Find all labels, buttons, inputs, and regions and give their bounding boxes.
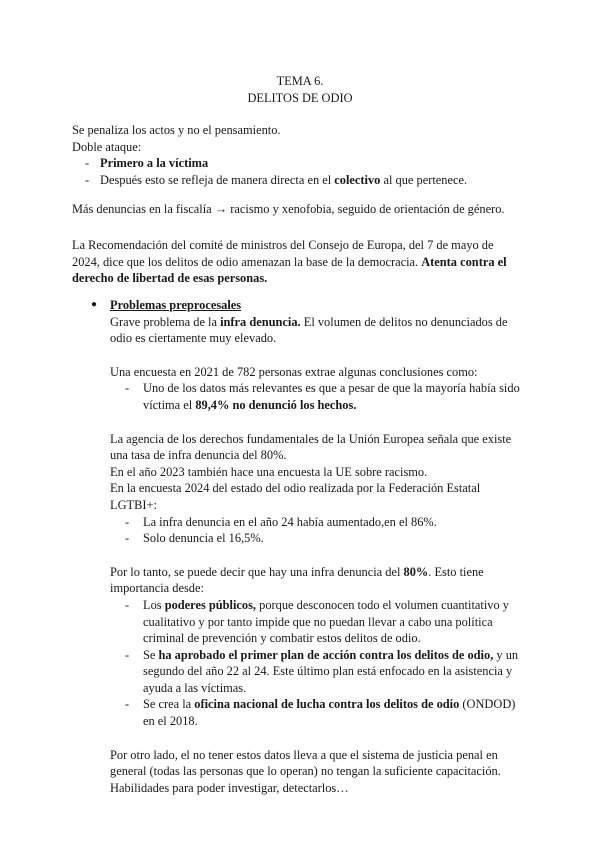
p4-post: . Esto tiene importancia desde: — [110, 564, 484, 596]
p3-item-2: Solo denuncia el 16,5%. — [143, 531, 264, 546]
list-item: - La infra denuncia en el año 24 había aumentado,en el 86%. — [125, 514, 437, 529]
p3-item-1: La infra denuncia en el año 24 había aumentado,en el 86%. — [143, 514, 437, 529]
section-p1 — [110, 314, 528, 347]
p4-item-2-pre: Se — [143, 647, 159, 662]
section-p5: Por otro lado, el no tener estos datos lleva a que el sistema de justicia penal en general (todas las personas que lo operan) no tengan la suficiente capacitación. Habilidades para poder investigar, detectarlos… — [110, 747, 501, 795]
p4-item-1-bold: poderes públicos, — [164, 597, 257, 612]
p4-bold: 80% — [403, 564, 429, 579]
list-item: - Los poderes públicos, porque desconocen todo el volumen cuantitativo y cualitativo y por tanto impide que no puedan llevar a cabo una política criminal de prevención y combatir estos delitos de odio. — [125, 597, 509, 646]
p2-item-pre: Uno de los datos más relevantes es que a pesar de que la mayoría había sido víctima el — [143, 381, 520, 412]
list-item: - Solo denuncia el 16,5%. — [125, 531, 264, 546]
section-p3-line3: En la encuesta 2024 del estado del odio realizada por la Federación Estatal LGTBI+: — [110, 481, 481, 512]
intro-line-1: Se penaliza los actos y no el pensamiento. — [72, 123, 281, 137]
intro-item-2-post: al que pertenece. — [380, 172, 468, 187]
p1-post: El volumen de delitos no denunciados de odio es ciertamente muy elevado. — [110, 314, 508, 346]
section-p4 — [110, 564, 528, 597]
intro-line-2: Doble ataque: — [72, 139, 142, 154]
list-item: - Se crea la oficina nacional de lucha contra los delitos de odio (ONDOD) en el 2018. — [125, 697, 516, 729]
para-denuncias — [72, 201, 524, 218]
section-heading-text: Problemas preprocesales — [110, 298, 242, 312]
p1-bold: infra denuncia. — [220, 314, 301, 329]
p4-item-3-pre: Se crea la — [143, 697, 195, 712]
para-recomendacion — [72, 237, 524, 287]
p4-item-2-post: y un segundo del año 22 al 24. Este último plan está enfocado en la asistencia y ayuda a las víctimas. — [143, 647, 519, 695]
intro-list — [72, 155, 524, 188]
intro-item-1-bold: Primero a la víctima — [100, 156, 209, 171]
bullet-icon: ● — [91, 299, 98, 310]
section-p2: Una encuesta en 2021 de 782 personas extrae algunas conclusiones como: — [110, 364, 478, 379]
intro-item-2-pre: Después esto se refleja de manera directa en el — [100, 172, 335, 187]
intro-block — [72, 122, 524, 188]
p1-pre: Grave problema de la — [110, 314, 221, 329]
intro-item-2-bold: colectivo — [334, 172, 381, 187]
section-body — [88, 314, 528, 797]
p3-list — [88, 514, 528, 547]
title-line-1: TEMA 6. — [276, 74, 324, 88]
list-item: - Uno de los datos más relevantes es que a pesar de que la mayoría había sido víctima el 89,4% no denunció los hechos. — [125, 381, 520, 412]
p4-item-3-post: (ONDOD) en el 2018. — [143, 697, 516, 729]
p4-pre: Por lo tanto, se puede decir que hay una infra denuncia del — [110, 564, 404, 579]
section-p3-line1: La agencia de los derechos fundamentales de la Unión Europea señala que existe una tasa de infra denuncia del 80%. — [110, 431, 512, 463]
p4-item-1-pre: Los — [143, 597, 165, 612]
p4-item-2-bold: ha aprobado el primer plan de acción contra los delitos de odio, — [158, 647, 494, 662]
list-item: - Primero a la víctima — [85, 156, 209, 171]
section-problemas — [88, 297, 528, 796]
section-p3-line2: En el año 2023 también hace una encuesta la UE sobre racismo. — [110, 464, 428, 479]
p4-item-1-post: porque desconocen todo el volumen cuantitativo y cualitativo y por tanto impide que no puedan llevar a cabo una política criminal de prevención y combatir estos delitos de odio. — [143, 597, 509, 646]
p2-list — [88, 380, 528, 413]
para-recomendacion-text — [72, 237, 524, 287]
recomendacion-plain: La Recomendación del comité de ministros del Consejo de Europa, del 7 de mayo de 2024, dice que los delitos de odio amenazan la base de la democracia. — [72, 238, 494, 269]
title-line-2: DELITOS DE ODIO — [247, 91, 353, 105]
p2-item-bold: 89,4% no denunció los hechos. — [195, 397, 357, 412]
para-denuncias-text: Más denuncias en la fiscalía → racismo y xenofobia, seguido de orientación de género. — [72, 202, 505, 216]
list-item: - Se ha aprobado el primer plan de acción contra los delitos de odio, y un segundo del año 22 al 24. Este último plan está enfocado en la asistencia y ayuda a las víctimas. — [125, 647, 519, 695]
list-item: - Después esto se refleja de manera directa en el colectivo al que pertenece. — [85, 172, 468, 187]
recomendacion-bold: Atenta contra el derecho de libertad de esas personas. — [72, 254, 507, 286]
p4-item-3-bold: oficina nacional de lucha contra los delitos de odio — [194, 697, 460, 712]
document-title — [0, 73, 600, 107]
p4-list — [88, 597, 528, 730]
section-heading — [88, 297, 528, 314]
